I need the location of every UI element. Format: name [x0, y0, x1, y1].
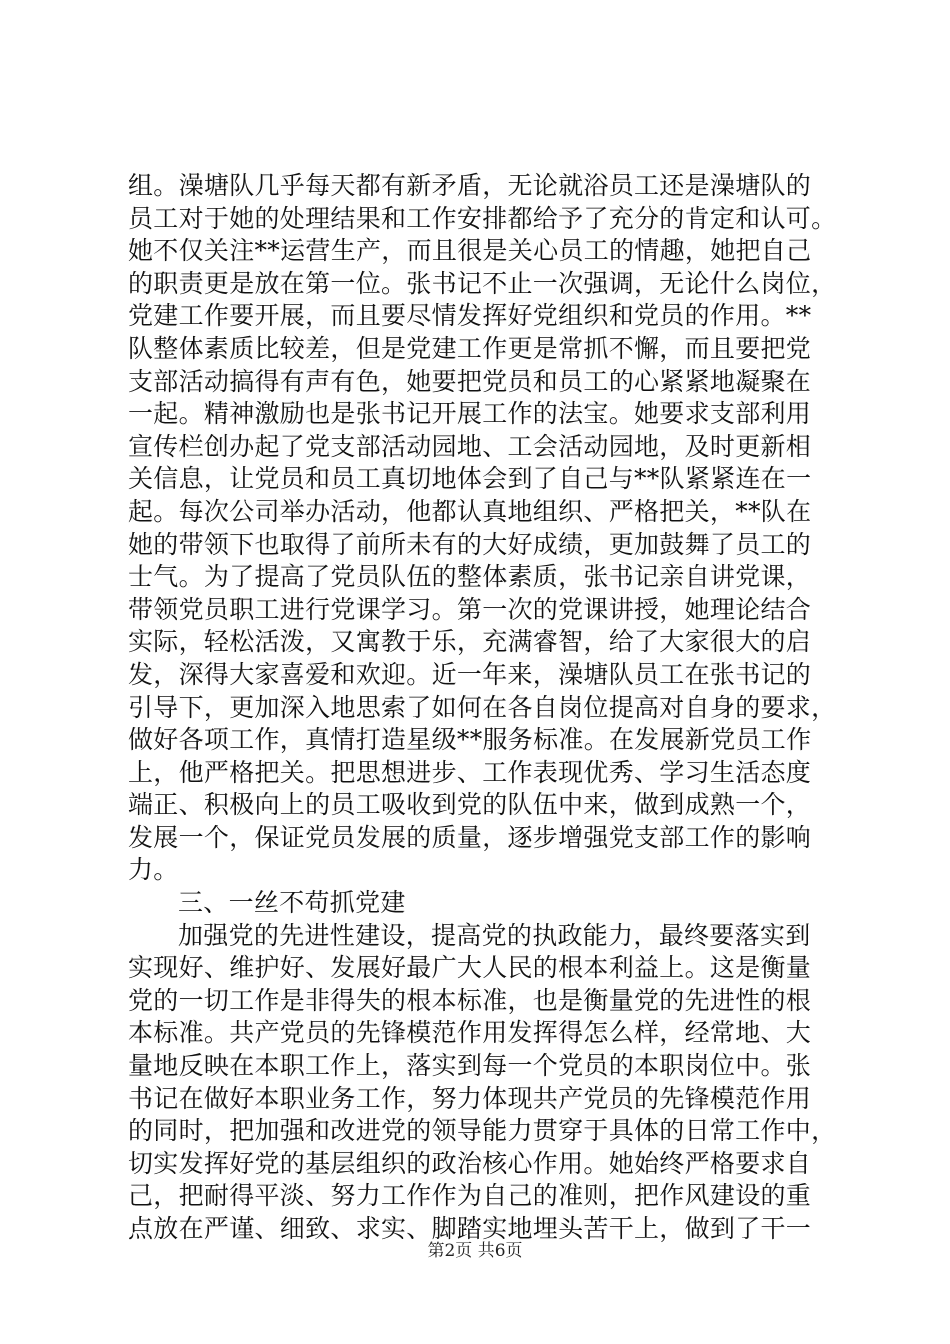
text-line: 己，把耐得平淡、努力工作作为自己的准则，把作风建设的重 [128, 1181, 812, 1211]
text-line: 发展一个，保证党员发展的质量，逐步增强党支部工作的影响 [128, 822, 812, 852]
text-line: 做好各项工作，真情打造星级**服务标准。在发展新党员工作 [128, 725, 812, 755]
text-line: 实际，轻松活泼，又寓教于乐，充满睿智，给了大家很大的启 [128, 627, 812, 657]
page-number: 第2页 共6页 [427, 1241, 523, 1261]
text-line: 点放在严谨、细致、求实、脚踏实地埋头苦干上，做到了干一 [128, 1214, 812, 1243]
text-line: 党建工作要开展，而且要尽情发挥好党组织和党员的作用。** [128, 301, 812, 331]
text-line: 支部活动搞得有声有色，她要把党员和员工的心紧紧地凝聚在 [128, 366, 812, 396]
text-line: 本标准。共产党员的先锋模范作用发挥得怎么样，经常地、大 [128, 1018, 812, 1048]
text-line: 士气。为了提高了党员队伍的整体素质，张书记亲自讲党课， [128, 562, 812, 592]
text-line: 切实发挥好党的基层组织的政治核心作用。她始终严格要求自 [128, 1148, 812, 1178]
text-line: 队整体素质比较差，但是党建工作更是常抓不懈，而且要把党 [128, 333, 812, 363]
text-line: 宣传栏创办起了党支部活动园地、工会活动园地，及时更新相 [128, 431, 812, 461]
text-line: 书记在做好本职业务工作，努力体现共产党员的先锋模范作用 [128, 1083, 812, 1113]
text-line: 实现好、维护好、发展好最广大人民的根本利益上。这是衡量 [128, 953, 812, 983]
text-line: 起。每次公司举办活动，他都认真地组织、严格把关，**队在 [128, 496, 812, 526]
text-line: 发，深得大家喜爱和欢迎。近一年来，澡塘队员工在张书记的 [128, 659, 812, 689]
text-line: 端正、积极向上的员工吸收到党的队伍中来，做到成熟一个， [128, 790, 812, 820]
text-line: 的职责更是放在第一位。张书记不止一次强调，无论什么岗位， [128, 268, 837, 298]
text-line: 她不仅关注**运营生产，而且很是关心员工的情趣，她把自己 [128, 236, 812, 266]
text-line: 一起。精神激励也是张书记开展工作的法宝。她要求支部利用 [128, 399, 812, 429]
text-line: 她的带领下也取得了前所未有的大好成绩，更加鼓舞了员工的 [128, 529, 812, 559]
text-line: 加强党的先进性建设，提高党的执政能力，最终要落实到 [178, 920, 811, 950]
text-line: 引导下，更加深入地思索了如何在各自岗位提高对自身的要求， [128, 692, 837, 722]
text-line: 员工对于她的处理结果和工作安排都给予了充分的肯定和认可。 [128, 203, 837, 233]
text-line: 关信息，让党员和员工真切地体会到了自己与**队紧紧连在一 [128, 464, 812, 494]
text-line: 力。 [128, 855, 179, 885]
text-line: 上，他严格把关。把思想进步、工作表现优秀、学习生活态度 [128, 757, 812, 787]
page-footer [0, 1240, 950, 1262]
section-heading: 三、一丝不苟抓党建 [178, 888, 406, 918]
text-line: 带领党员职工进行党课学习。第一次的党课讲授，她理论结合 [128, 594, 812, 624]
text-line: 量地反映在本职工作上，落实到每一个党员的本职岗位中。张 [128, 1051, 812, 1081]
body-text [128, 170, 848, 1246]
text-line: 组。澡塘队几乎每天都有新矛盾，无论就浴员工还是澡塘队的 [128, 171, 812, 200]
text-line: 党的一切工作是非得失的根本标准，也是衡量党的先进性的根 [128, 985, 812, 1015]
text-line: 的同时，把加强和改进党的领导能力贯穿于具体的日常工作中， [128, 1116, 837, 1146]
